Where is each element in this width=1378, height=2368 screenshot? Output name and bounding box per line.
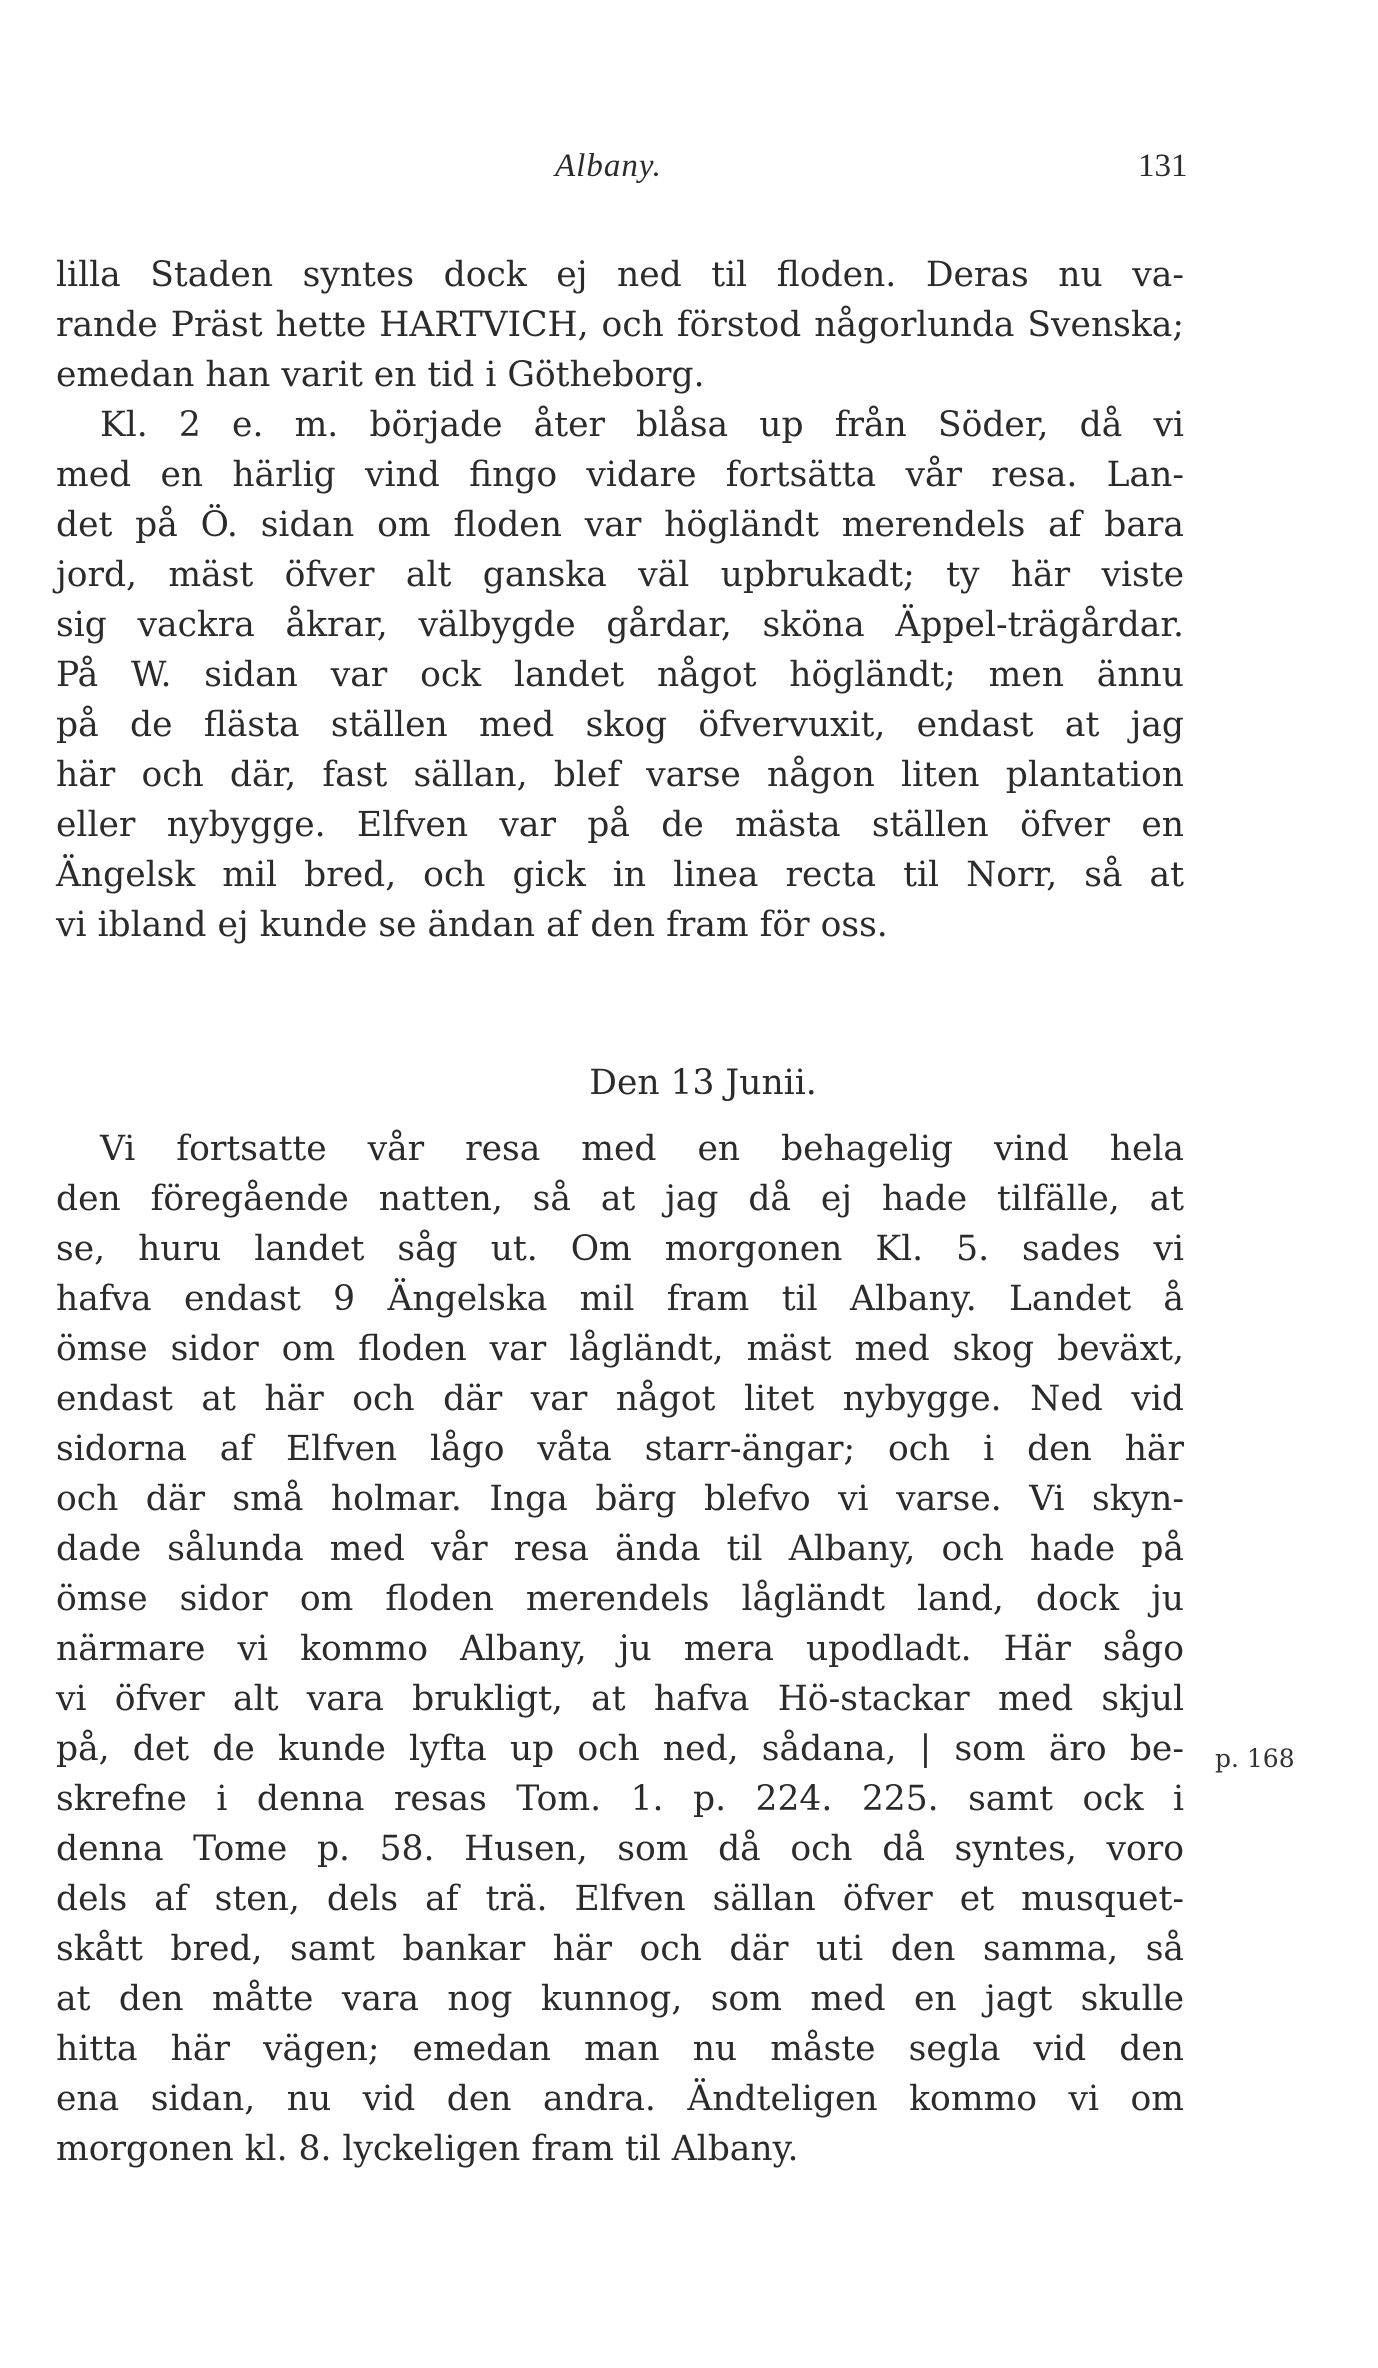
text-line: på de flästa ställen med skog öfvervuxit, endast at jag bbox=[56, 705, 1184, 745]
text-line: hafva endast 9 Ängelska mil fram til Albany. Landet å bbox=[56, 1279, 1184, 1319]
text-line: ömse sidor om floden var lågländt, mäst med skog beväxt, bbox=[56, 1329, 1184, 1369]
text-line: Ängelsk mil bred, och gick in linea recta til Norr, så at bbox=[56, 855, 1184, 895]
text-line: se, huru landet såg ut. Om morgonen Kl. 5. sades vi bbox=[56, 1229, 1184, 1269]
page-header bbox=[0, 148, 1378, 192]
text-line: vi ibland ej kunde se ändan af den fram för oss. bbox=[56, 905, 888, 945]
text-line: at den måtte vara nog kunnog, som med en jagt skulle bbox=[56, 1979, 1184, 2019]
running-title: Albany. bbox=[555, 148, 662, 184]
text-line: rande Präst hette HARTVICH, och förstod någorlunda Svenska; bbox=[56, 305, 1184, 345]
text-line: denna Tome p. 58. Husen, som då och då syntes, voro bbox=[56, 1829, 1184, 1869]
paragraph-2 bbox=[56, 1124, 1184, 2174]
date-heading: Den 13 Junii. bbox=[589, 1063, 817, 1103]
page-number: 131 bbox=[1138, 148, 1188, 184]
text-line: ömse sidor om floden merendels lågländt land, dock ju bbox=[56, 1579, 1184, 1619]
text-line: ena sidan, nu vid den andra. Ändteligen kommo vi om bbox=[56, 2079, 1184, 2119]
text-line: vi öfver alt vara brukligt, at hafva Hö-stackar med skjul bbox=[56, 1679, 1184, 1719]
text-line: På W. sidan var ock landet något högländt; men ännu bbox=[56, 655, 1184, 695]
text-line: närmare vi kommo Albany, ju mera upodladt. Här sågo bbox=[56, 1629, 1184, 1669]
text-line: här och där, fast sällan, blef varse någon liten plantation bbox=[56, 755, 1184, 795]
text-line: sidorna af Elfven lågo våta starr-ängar; och i den här bbox=[56, 1429, 1184, 1469]
text-line: på, det de kunde lyfta up och ned, sådana, | som äro be- bbox=[56, 1729, 1184, 1769]
text-line: Vi fortsatte vår resa med en behagelig vind hela bbox=[100, 1129, 1184, 1169]
text-line: morgonen kl. 8. lyckeligen fram til Albany. bbox=[56, 2129, 799, 2169]
paragraph-1 bbox=[56, 250, 1184, 950]
text-line: dels af sten, dels af trä. Elfven sällan öfver et musquet- bbox=[56, 1879, 1184, 1919]
text-line: dade sålunda med vår resa ända til Albany, och hade på bbox=[56, 1529, 1184, 1569]
text-line: den föregående natten, så at jag då ej hade tilfälle, at bbox=[56, 1179, 1184, 1219]
text-line: och där små holmar. Inga bärg blefvo vi varse. Vi skyn- bbox=[56, 1479, 1184, 1519]
text-line: hitta här vägen; emedan man nu måste segla vid den bbox=[56, 2029, 1184, 2069]
margin-page-reference: p. 168 bbox=[1215, 1744, 1295, 1773]
text-line: jord, mäst öfver alt ganska väl upbrukadt; ty här viste bbox=[56, 555, 1184, 595]
text-line: skått bred, samt bankar här och där uti den samma, så bbox=[56, 1929, 1184, 1969]
text-line: emedan han varit en tid i Götheborg. bbox=[56, 355, 705, 395]
text-line: sig vackra åkrar, välbygde gårdar, sköna Äppel-trägårdar. bbox=[56, 605, 1184, 645]
text-line: lilla Staden syntes dock ej ned til floden. Deras nu va- bbox=[56, 255, 1184, 295]
text-line: med en härlig vind fingo vidare fortsätta vår resa. Lan- bbox=[56, 455, 1184, 495]
text-line: endast at här och där var något litet nybygge. Ned vid bbox=[56, 1379, 1184, 1419]
text-line: Kl. 2 e. m. började åter blåsa up från Söder, då vi bbox=[100, 405, 1184, 445]
text-line: eller nybygge. Elfven var på de mästa ställen öfver en bbox=[56, 805, 1184, 845]
text-line: skrefne i denna resas Tom. 1. p. 224. 225. samt ock i bbox=[56, 1779, 1184, 1819]
text-line: det på Ö. sidan om floden var högländt merendels af bara bbox=[56, 505, 1184, 545]
